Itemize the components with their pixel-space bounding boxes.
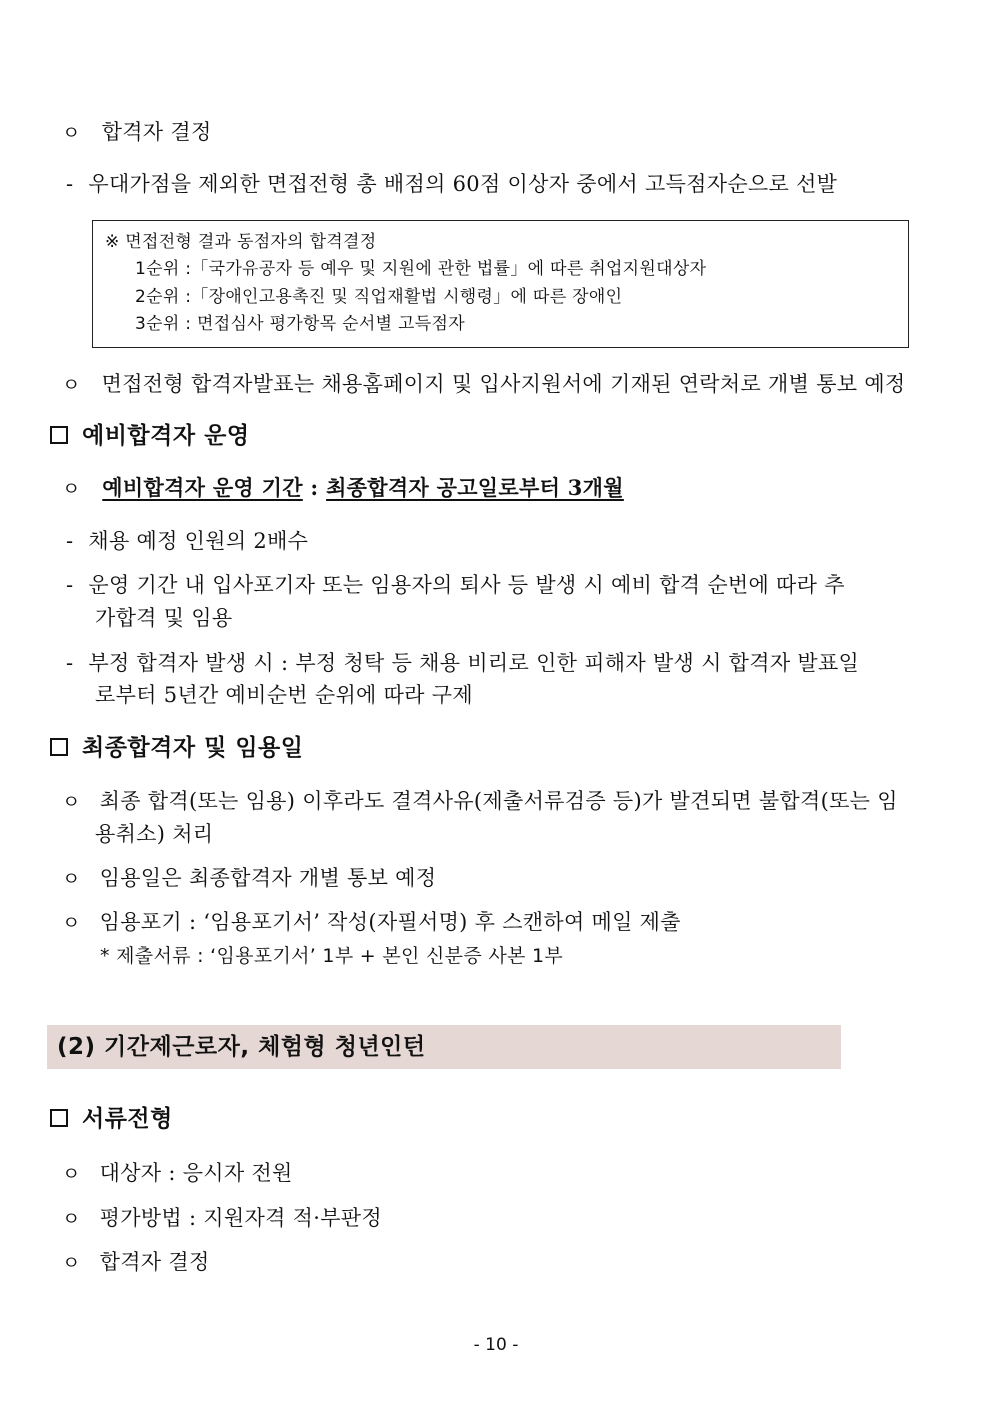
reserve-item-line: 가합격 및 임용 (95, 606, 233, 630)
circle-bullet-icon: ㅇ (62, 868, 81, 890)
circle-bullet-icon: ㅇ (62, 478, 81, 500)
final-note: * 제출서류 : ‘임용포기서’ 1부 + 본인 신분증 사본 1부 (100, 945, 564, 967)
dash-reserve-item (66, 570, 845, 600)
dash-bullet: - (66, 573, 74, 597)
documents-heading: 서류전형 (82, 1106, 173, 1132)
documents-item: 평가방법 : 지원자격 적·부판정 (99, 1206, 382, 1230)
tie-box-item: 3순위 : 면접심사 평가항목 순서별 고득점자 (135, 314, 465, 334)
bullet-documents-item (62, 1158, 293, 1189)
reserve-item-line: 채용 예정 인원의 2배수 (88, 529, 309, 553)
reserve-period-value: 최종합격자 공고일로부터 3개월 (326, 475, 624, 500)
page-number: - 10 - (473, 1335, 519, 1355)
decision-detail: 우대가점을 제외한 면접전형 총 배점의 60점 이상자 중에서 고득점자순으로 선발 (88, 172, 838, 196)
dash-bullet: - (66, 651, 74, 675)
reserve-heading: 예비합격자 운영 (82, 423, 250, 449)
bullet-final-item (62, 863, 436, 894)
section-banner (47, 1025, 841, 1069)
final-item-line: 임용포기 : ‘임용포기서’ 작성(자필서명) 후 스캔하여 메일 제출 (99, 910, 681, 934)
circle-bullet-icon: ㅇ (62, 912, 81, 934)
reserve-period-label: 예비합격자 운영 기간 (102, 475, 303, 500)
bullet-announcement (62, 369, 906, 400)
tie-box-title: ※ 면접전형 결과 동점자의 합격결정 (105, 232, 377, 252)
reserve-item-line: 로부터 5년간 예비순번 순위에 따라 구제 (95, 683, 473, 707)
dash-bullet: - (66, 529, 74, 553)
section-banner-title: (2) 기간제근로자, 체험형 청년인턴 (57, 1034, 426, 1060)
bullet-documents-item (62, 1203, 382, 1234)
decision-title: 합격자 결정 (101, 120, 212, 144)
tie-box-item: 2순위 :「장애인고용촉진 및 직업재활법 시행령」에 따른 장애인 (135, 287, 623, 307)
final-heading: 최종합격자 및 임용일 (82, 735, 304, 761)
final-item-line: 용취소) 처리 (95, 822, 214, 846)
circle-bullet-icon: ㅇ (62, 122, 81, 144)
circle-bullet-icon: ㅇ (62, 1252, 81, 1274)
bullet-final-item (62, 786, 898, 817)
dash-decision-detail (66, 169, 837, 199)
square-bullet-icon (50, 1109, 68, 1127)
dash-reserve-item (66, 526, 308, 556)
square-bullet-icon (50, 426, 68, 444)
heading-reserve (50, 420, 250, 452)
square-bullet-icon (50, 738, 68, 756)
documents-item: 합격자 결정 (99, 1250, 210, 1274)
documents-item: 대상자 : 응시자 전원 (99, 1161, 293, 1185)
tie-box-item: 1순위 :「국가유공자 등 예우 및 지원에 관한 법률」에 따른 취업지원대상자 (135, 259, 707, 279)
heading-final (50, 732, 303, 764)
circle-bullet-icon: ㅇ (62, 374, 81, 396)
tie-break-box (92, 220, 909, 348)
final-item-line: 최종 합격(또는 임용) 이후라도 결격사유(제출서류검증 등)가 발견되면 불합격(또는 임 (99, 789, 898, 813)
reserve-item-line: 부정 합격자 발생 시 : 부정 청탁 등 채용 비리로 인한 피해자 발생 시 합격자 발표일 (88, 651, 860, 675)
bullet-documents-item (62, 1247, 210, 1278)
circle-bullet-icon: ㅇ (62, 1208, 81, 1230)
reserve-period-sep: : (310, 475, 319, 500)
reserve-item-line: 운영 기간 내 입사포기자 또는 임용자의 퇴사 등 발생 시 예비 합격 순번에 따라 추 (88, 573, 845, 597)
final-item-line: 임용일은 최종합격자 개별 통보 예정 (99, 866, 437, 890)
announcement-text: 면접전형 합격자발표는 채용홈페이지 및 입사지원서에 기재된 연락처로 개별 통보 예정 (101, 372, 906, 396)
bullet-decision (62, 117, 212, 148)
circle-bullet-icon: ㅇ (62, 791, 81, 813)
bullet-final-item (62, 907, 681, 938)
dash-bullet: - (66, 172, 74, 196)
circle-bullet-icon: ㅇ (62, 1163, 81, 1185)
heading-documents (50, 1103, 173, 1135)
bullet-reserve-period (62, 473, 624, 504)
dash-reserve-item (66, 648, 859, 678)
